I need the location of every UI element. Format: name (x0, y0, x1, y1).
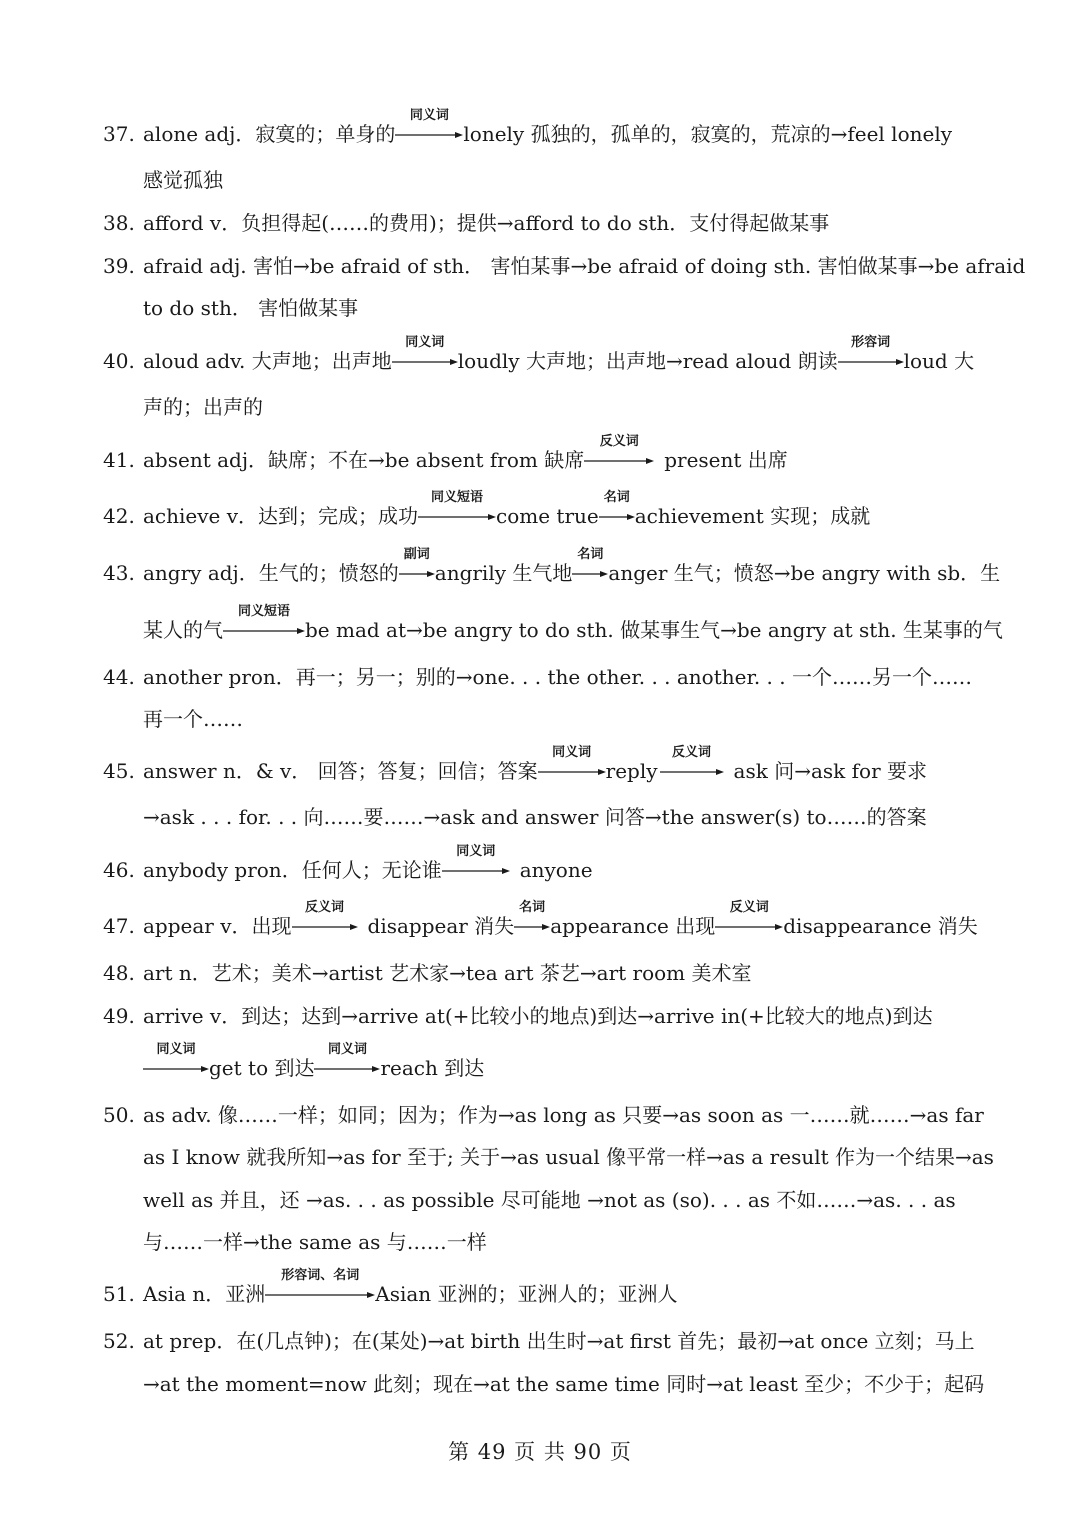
entry-number: 50. (103, 1103, 135, 1127)
entry-line: Asia n．亚洲 形容词、名词 Asian 亚洲的；亚洲人的；亚洲人 (143, 1268, 678, 1306)
noun-arrow: 名词 (599, 509, 635, 523)
synonym-phrase-arrow: 同义短语 (418, 509, 496, 523)
entry-number: 51. (103, 1282, 135, 1306)
noun-arrow: 名词 (514, 919, 550, 933)
entry-line: afford v．负担得起(……的费用)；提供→afford to do sth．支付得起做某事 (143, 211, 830, 235)
antonym-arrow: 反义词 (715, 919, 783, 933)
entry-number: 37. (103, 122, 135, 146)
entry-line: as adv. 像……一样；如同；因为；作为→as long as 只要→as soon as 一……就……→as far (143, 1103, 984, 1127)
antonym-arrow: 反义词 (292, 919, 358, 933)
synonym-arrow: 同义词 (395, 127, 463, 141)
entry-line: 某人的气 同义短语 be mad at→be angry to do sth. 做某事生气→be angry at sth. 生某事的气 (143, 604, 1003, 642)
entry-line: art n．艺术；美术→artist 艺术家→tea art 茶艺→art room 美术室 (143, 961, 752, 985)
page-footer: 第 49 页 共 90 页 (448, 1440, 632, 1464)
synonym-arrow: 同义词 (143, 1061, 209, 1075)
synonym-arrow: 同义词 (392, 354, 458, 368)
synonym-arrow: 同义词 (538, 764, 606, 778)
entry-number: 45. (103, 759, 135, 783)
entry-line: 与……一样→the same as 与……一样 (143, 1230, 487, 1254)
entry-number: 46. (103, 858, 135, 882)
entry-line: 再一个…… (143, 707, 243, 731)
entry-line: 感觉孤独 (143, 168, 223, 192)
entry-line: arrive v．到达；达到→arrive at(+比较小的地点)到达→arrive in(+比较大的地点)到达 (143, 1004, 933, 1028)
entry-line: anybody pron．任何人；无论谁 同义词 anyone (143, 844, 593, 882)
adverb-arrow: 副词 (399, 566, 435, 580)
entry-line: 声的；出声的 (143, 395, 263, 419)
synonym-phrase-arrow: 同义短语 (223, 623, 305, 637)
entry-line: to do sth． 害怕做某事 (143, 296, 359, 320)
entry-number: 49. (103, 1004, 135, 1028)
entry-line: 同义词 get to 到达 同义词 reach 到达 (143, 1058, 484, 1078)
entry-line: absent adj．缺席；不在→be absent from 缺席 反义词 present 出席 (143, 434, 788, 472)
entry-line: →at the moment=now 此刻；现在→at the same time 同时→at least 至少；不少于；起码 (143, 1372, 985, 1396)
entry-number: 39. (103, 254, 135, 278)
entry-line: as I know 就我所知→as for 至于; 关于→as usual 像平常一样→as a result 作为一个结果→as (143, 1145, 994, 1169)
entry-line: aloud adv. 大声地；出声地 同义词 loudly 大声地；出声地→read aloud 朗读 形容词 loud 大 (143, 335, 975, 373)
antonym-arrow: 反义词 (584, 453, 654, 467)
synonym-arrow: 同义词 (442, 863, 510, 877)
entry-line: another pron．再一；另一；别的→one. . . the other. . . another. . . 一个……另一个…… (143, 665, 972, 689)
entry-number: 47. (103, 914, 135, 938)
entry-line: at prep．在(几点钟)；在(某处)→at birth 出生时→at first 首先；最初→at once 立刻；马上 (143, 1329, 975, 1353)
entry-number: 43. (103, 561, 135, 585)
synonym-arrow: 同义词 (314, 1061, 380, 1075)
noun-arrow: 名词 (572, 566, 608, 580)
entry-line: afraid adj. 害怕→be afraid of sth． 害怕某事→be afraid of doing sth. 害怕做某事→be afraid (143, 254, 1026, 278)
adjective-arrow: 形容词 (838, 354, 904, 368)
entry-number: 48. (103, 961, 135, 985)
entry-line: alone adj．寂寞的；单身的 同义词 lonely 孤独的，孤单的，寂寞的，荒凉的→feel lonely (143, 108, 953, 146)
entry-line: →ask . . . for. . . 向……要……→ask and answer 问答→the answer(s) to……的答案 (143, 805, 927, 829)
entry-number: 44. (103, 665, 135, 689)
entry-number: 42. (103, 504, 135, 528)
adjective-noun-arrow: 形容词、名词 (265, 1287, 375, 1301)
entry-number: 52. (103, 1329, 135, 1353)
entry-number: 40. (103, 349, 135, 373)
entry-line: well as 并且，还 →as. . . as possible 尽可能地 →not as (so). . . as 不如……→as. . . as (143, 1188, 956, 1212)
entry-number: 41. (103, 448, 135, 472)
entry-line: angry adj．生气的；愤怒的 副词 angrily 生气地 名词 anger 生气；愤怒→be angry with sb．生 (143, 547, 1001, 585)
entry-line: answer n．& v． 回答；答复；回信；答案 同义词 reply 反义词 ask 问→ask for 要求 (143, 745, 927, 783)
antonym-arrow: 反义词 (660, 764, 724, 778)
entry-line: achieve v．达到；完成；成功 同义短语 come true 名词 achievement 实现；成就 (143, 490, 871, 528)
entry-line: appear v．出现 反义词 disappear 消失 名词 appearance 出现 反义词 disappearance 消失 (143, 900, 978, 938)
entry-number: 38. (103, 211, 135, 235)
